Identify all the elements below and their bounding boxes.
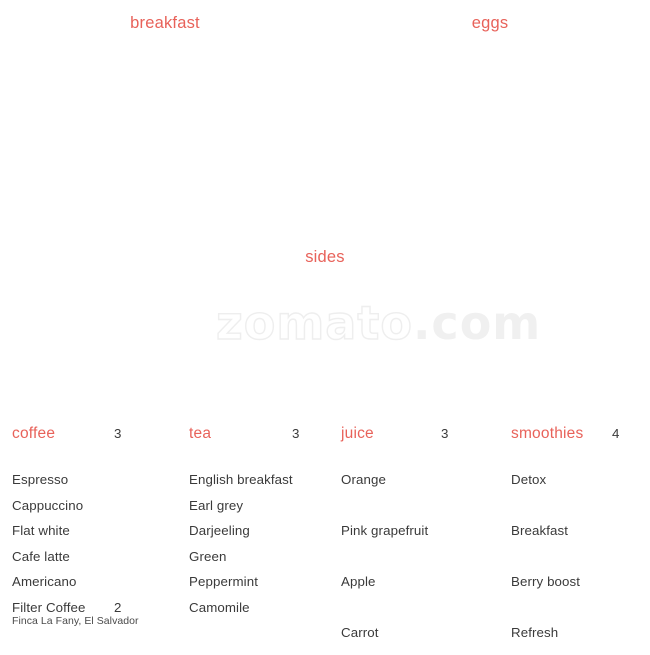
drink-heading-juice: juice [341,425,374,442]
menu-row [341,108,628,128]
watermark-text: zomato [216,296,413,350]
section-heading-sides: sides [305,248,345,266]
menu-row [341,374,628,394]
drink-item: English breakfast [189,472,293,487]
menu-row [341,46,628,66]
menu-row [12,374,302,394]
section-heading-eggs: eggs [471,14,509,32]
drink-heading-coffee: coffee [12,425,56,442]
drink-item: Cappuccino [12,497,84,513]
menu-row [341,170,628,190]
drink-item: Green [189,548,227,564]
drink-item: Peppermint [189,574,258,589]
menu-row [12,139,302,159]
menu-row [12,77,302,97]
menu-row [12,201,302,221]
drink-item-note: Finca La Fany, El Salvador [12,614,139,627]
menu-row [341,312,628,332]
drink-item: Camomile [189,599,250,615]
menu-row [12,170,302,190]
drink-item: Filter Coffee [12,599,86,615]
drink-item: Americano [12,574,77,589]
menu-row [12,312,302,332]
drink-item: Darjeeling [189,523,250,538]
drink-heading-price-juice: 3 [441,426,449,441]
drink-item: Cafe latte [12,548,70,564]
menu-row [12,281,302,301]
drink-heading-tea: tea [189,425,212,442]
menu-row [12,108,302,128]
drink-item: Orange [341,472,386,487]
drink-item: Carrot [341,625,379,640]
drink-heading-smoothies: smoothies [511,425,584,442]
drink-heading-price-tea: 3 [292,426,300,441]
menu-row [12,343,302,363]
drink-item: Earl grey [189,497,244,513]
section-heading-breakfast: breakfast [130,14,200,32]
menu-row [341,343,628,363]
drink-item: Refresh [511,625,559,640]
drink-item: Flat white [12,523,70,538]
drink-heading-price-smoothies: 4 [612,426,620,441]
menu-row [341,201,628,221]
menu-row [341,281,628,301]
drink-item: Breakfast [511,523,569,538]
menu-row [341,77,628,97]
menu-row [341,139,628,159]
menu-row [12,46,302,66]
drink-heading-price-coffee: 3 [114,426,122,441]
drink-item: Berry boost [511,574,581,589]
drink-item: Detox [511,472,547,487]
drink-item-price: 2 [114,599,122,615]
drink-item: Apple [341,574,376,589]
watermark-suffix: .com [412,296,542,350]
drink-item: Pink grapefruit [341,523,429,538]
drink-item: Espresso [12,472,69,487]
